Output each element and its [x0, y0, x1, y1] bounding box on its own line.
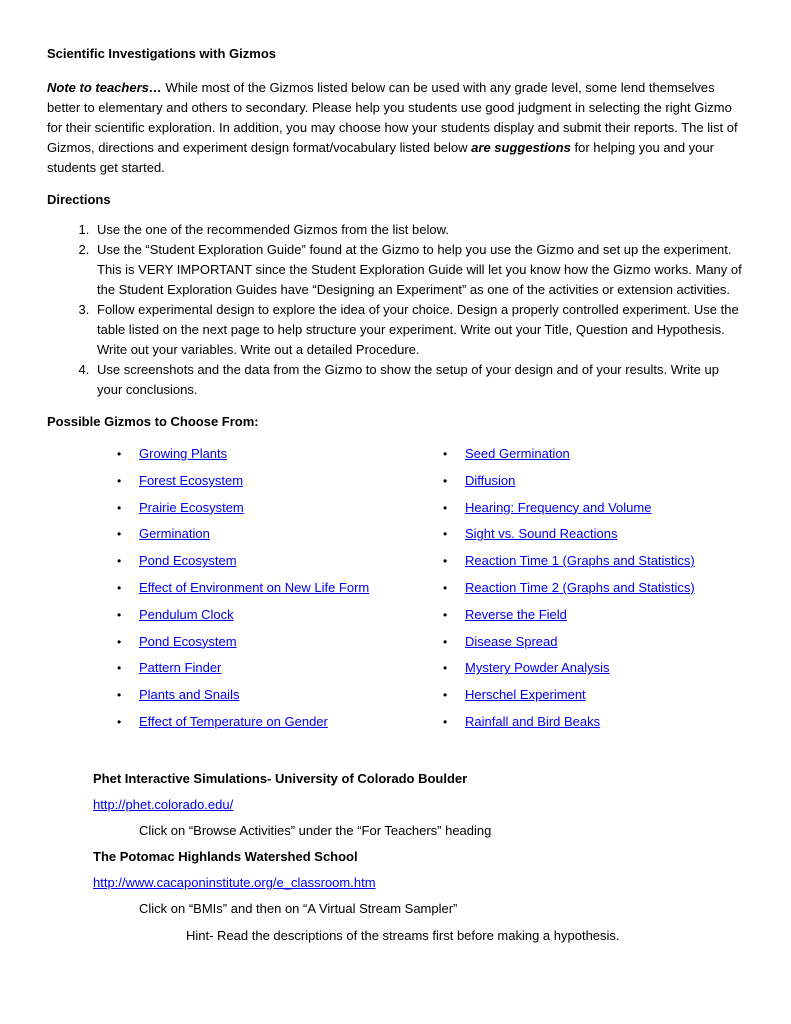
gizmo-item	[117, 473, 369, 500]
gizmo-item	[443, 526, 695, 553]
gizmo-item	[117, 446, 369, 473]
potomac-hint: Hint- Read the descriptions of the streams first before making a hypothesis.	[186, 928, 620, 943]
phet-link[interactable]: http://phet.colorado.edu/	[93, 797, 234, 812]
gizmo-item	[117, 660, 369, 687]
gizmo-link[interactable]: Herschel Experiment	[465, 687, 586, 703]
gizmos-heading: Possible Gizmos to Choose From:	[47, 414, 259, 429]
gizmo-link[interactable]: Disease Spread	[465, 633, 558, 649]
gizmo-link[interactable]: Reaction Time 2 (Graphs and Statistics)	[465, 579, 695, 595]
bullet-icon: •	[443, 634, 448, 649]
bullet-icon: •	[443, 661, 448, 676]
bullet-icon: •	[443, 580, 448, 595]
bullet-icon: •	[117, 688, 122, 703]
gizmo-link[interactable]: Pattern Finder	[139, 660, 222, 676]
teacher-note	[47, 78, 747, 178]
gizmo-item	[117, 526, 369, 553]
document-page	[47, 44, 747, 742]
gizmo-link[interactable]: Diffusion	[465, 472, 516, 488]
gizmo-link[interactable]: Mystery Powder Analysis	[465, 660, 610, 676]
gizmo-item	[443, 500, 695, 527]
gizmo-item	[443, 607, 695, 634]
gizmo-item	[117, 580, 369, 607]
direction-item: 3. Follow experimental design to explore the idea of your choice. Design a properly controlled experiment. Use the table listed on the next page to help structure your experiment. Write out your Title, Question and Hypothesis. Write out your variables. Write out a detailed Procedure.	[93, 300, 747, 360]
bullet-icon: •	[443, 500, 448, 515]
directions-heading: Directions	[47, 192, 111, 207]
phet-instruction: Click on “Browse Activities” under the “For Teachers” heading	[139, 823, 492, 838]
direction-item: 2. Use the “Student Exploration Guide” found at the Gizmo to help you use the Gizmo and set up the experiment. This is VERY IMPORTANT since the Student Exploration Guide will let you know how the Gizmo works. Many of the Student Exploration Guides have “Designing an Experiment” as one of the activities or extension activities.	[93, 240, 747, 300]
gizmo-lists	[47, 446, 747, 742]
gizmo-link[interactable]: Effect of Temperature on Gender	[139, 713, 328, 729]
gizmo-item	[117, 714, 369, 741]
gizmo-item	[443, 473, 695, 500]
bullet-icon: •	[117, 661, 122, 676]
gizmo-item	[117, 553, 369, 580]
gizmo-link[interactable]: Seed Germination	[465, 446, 570, 461]
bullet-icon: •	[443, 554, 448, 569]
bullet-icon: •	[117, 447, 122, 461]
bullet-icon: •	[443, 607, 448, 622]
note-text-2: for helping you and your students get started.	[47, 140, 714, 175]
gizmo-item	[443, 634, 695, 661]
gizmo-link[interactable]: Plants and Snails	[139, 687, 240, 703]
gizmo-link[interactable]: Sight vs. Sound Reactions	[465, 526, 618, 542]
bullet-icon: •	[117, 473, 122, 488]
gizmo-list-left	[117, 446, 369, 741]
gizmo-item	[117, 607, 369, 634]
directions-list	[47, 220, 747, 400]
direction-item: 1. Use the one of the recommended Gizmos from the list below.	[93, 220, 747, 240]
gizmo-link[interactable]: Rainfall and Bird Beaks	[465, 713, 601, 729]
bullet-icon: •	[443, 473, 448, 488]
gizmo-item	[443, 714, 695, 741]
potomac-heading: The Potomac Highlands Watershed School	[93, 849, 358, 864]
gizmo-link[interactable]: Prairie Ecosystem	[139, 499, 244, 515]
note-lead: Note to teachers…	[47, 80, 162, 95]
bullet-icon: •	[117, 634, 122, 649]
gizmo-item	[443, 687, 695, 714]
bullet-icon: •	[117, 500, 122, 515]
gizmo-link[interactable]: Growing Plants	[139, 446, 228, 461]
gizmo-link[interactable]: Hearing: Frequency and Volume	[465, 499, 652, 515]
gizmo-link[interactable]: Reverse the Field	[465, 606, 567, 622]
document-title: Scientific Investigations with Gizmos	[47, 46, 276, 61]
gizmo-item	[443, 580, 695, 607]
note-emphasis: are suggestions	[471, 140, 571, 155]
bullet-icon: •	[117, 554, 122, 569]
note-text-1: While most of the Gizmos listed below can be used with any grade level, some lend themselves better to elementary and others to secondary. Please help you students use good judgment in selecting the right Gizmo for their scientific exploration. In addition, you may choose how your students display and submit their reports. The list of Gizmos, directions and experiment design format/vocabulary listed below	[47, 80, 738, 155]
gizmo-link[interactable]: Forest Ecosystem	[139, 472, 244, 488]
gizmo-link[interactable]: Pond Ecosystem	[139, 553, 237, 569]
gizmo-link[interactable]: Pendulum Clock	[139, 606, 234, 622]
gizmo-list-right	[443, 446, 695, 741]
gizmo-item	[443, 553, 695, 580]
bullet-icon: •	[443, 714, 448, 729]
gizmo-link[interactable]: Effect of Environment on New Life Form	[139, 579, 370, 595]
gizmo-item	[443, 660, 695, 687]
potomac-link[interactable]: http://www.cacaponinstitute.org/e_classroom.htm	[93, 875, 376, 890]
bullet-icon: •	[443, 527, 448, 542]
bullet-icon: •	[443, 447, 448, 461]
bullet-icon: •	[117, 607, 122, 622]
potomac-instruction: Click on “BMIs” and then on “A Virtual Stream Sampler”	[139, 901, 458, 916]
gizmo-item	[117, 687, 369, 714]
gizmo-item	[117, 634, 369, 661]
bullet-icon: •	[117, 580, 122, 595]
direction-item: 4. Use screenshots and the data from the Gizmo to show the setup of your design and of your results. Write up your conclusions.	[93, 360, 747, 400]
gizmo-item	[117, 500, 369, 527]
bullet-icon: •	[443, 688, 448, 703]
gizmo-link[interactable]: Reaction Time 1 (Graphs and Statistics)	[465, 553, 695, 569]
gizmo-link[interactable]: Germination	[139, 526, 210, 542]
gizmo-link[interactable]: Pond Ecosystem	[139, 633, 237, 649]
bullet-icon: •	[117, 527, 122, 542]
bullet-icon: •	[117, 714, 122, 729]
gizmo-item	[443, 446, 695, 473]
phet-heading: Phet Interactive Simulations- University of Colorado Boulder	[93, 771, 468, 786]
